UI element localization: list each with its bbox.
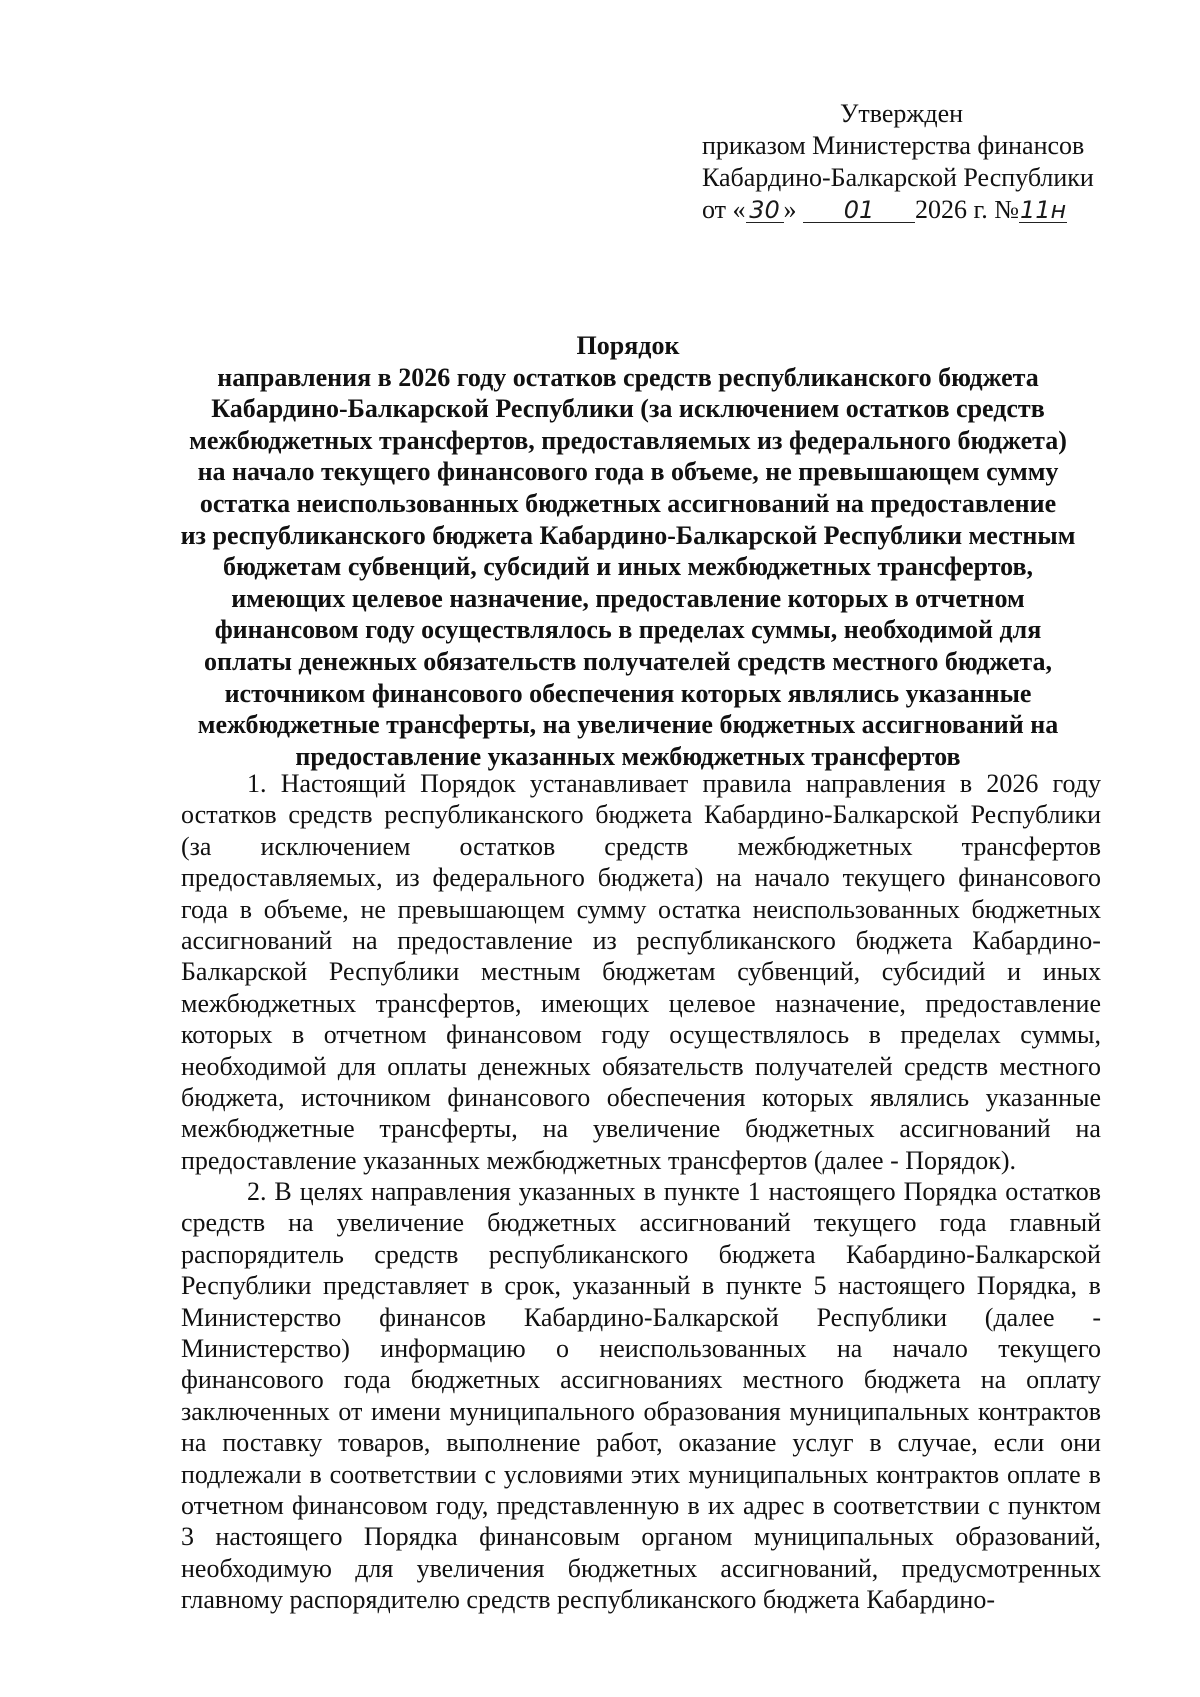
approval-date-line xyxy=(702,194,1122,226)
paragraph-line: средств на увеличение бюджетных ассигнований текущего года главный xyxy=(181,1208,1101,1238)
title-line: межбюджетных трансфертов, предоставляемых из федерального бюджета) xyxy=(189,425,1067,455)
paragraph-line: финансового года бюджетных ассигнованиях местного бюджета на оплату xyxy=(181,1365,1101,1395)
approval-line-1: Утвержден xyxy=(840,99,964,128)
paragraph-line: необходимую для увеличения бюджетных ассигнований, предусмотренных xyxy=(181,1553,1101,1583)
title-line: из республиканского бюджета Кабардино-Балкарской Республики местным xyxy=(180,520,1076,550)
paragraph-line: ассигнований на предоставление из республиканского бюджета Кабардино- xyxy=(181,925,1101,955)
title-line: источником финансового обеспечения которых являлись указанные xyxy=(224,678,1032,708)
paragraph-line: бюджета, источником финансового обеспечения которых являлись указанные xyxy=(181,1082,1101,1112)
title-line: предоставление указанных межбюджетных трансфертов xyxy=(295,741,961,771)
paragraph-line: подлежали в соответствии с условиями этих муниципальных контрактов оплате в xyxy=(181,1459,1101,1489)
paragraph-2 xyxy=(181,1176,1101,1615)
title-heading: Порядок xyxy=(576,331,680,360)
paragraph-line: Республики представляет в срок, указанный в пункте 5 настоящего Порядка, в xyxy=(181,1271,1101,1301)
paragraph-line: (за исключением остатков средств межбюджетных трансфертов xyxy=(181,831,1101,861)
title-line: бюджетам субвенций, субсидий и иных межбюджетных трансфертов, xyxy=(222,552,1034,582)
paragraph-1 xyxy=(181,768,1101,1176)
title-line: на начало текущего финансового года в объеме, не превышающем сумму xyxy=(197,457,1059,487)
date-year: 2026 г. № xyxy=(915,195,1020,224)
paragraph-line: Министерство) информацию о неиспользованных на начало текущего xyxy=(181,1334,1101,1364)
paragraph-line: предоставление указанных межбюджетных трансфертов (далее - Порядок). xyxy=(181,1145,1016,1175)
date-month: 01 xyxy=(803,198,915,223)
title-line: финансовом году осуществлялось в пределах суммы, необходимой для xyxy=(214,615,1042,645)
date-day: 30 xyxy=(746,198,784,223)
paragraph-line: необходимой для оплаты денежных обязательств получателей средств местного xyxy=(181,1051,1101,1081)
paragraph-line: предоставляемых, из федерального бюджета) на начало текущего финансового xyxy=(181,863,1101,893)
document-body xyxy=(181,768,1101,1616)
paragraph-line: которых в отчетном финансовом году осуществлялось в пределах суммы, xyxy=(181,1020,1101,1050)
approval-line-3: Кабардино-Балкарской Республики xyxy=(702,163,1094,192)
paragraph-line: на поставку товаров, выполнение работ, оказание услуг в случае, если они xyxy=(181,1428,1101,1458)
order-number: 11н xyxy=(1019,196,1067,224)
paragraph-line: заключенных от имени муниципального образования муниципальных контрактов xyxy=(181,1396,1101,1426)
paragraph-line: межбюджетные трансферты, на увеличение бюджетных ассигнований на xyxy=(181,1114,1101,1144)
title-line: оплаты денежных обязательств получателей средств местного бюджета, xyxy=(203,646,1053,676)
paragraph-line: отчетном финансовом году, представленную в их адрес в соответствии с пунктом xyxy=(181,1490,1101,1520)
date-mid: » xyxy=(783,195,797,224)
paragraph-line: Балкарской Республики местным бюджетам субвенций, субсидий и иных xyxy=(181,957,1101,987)
paragraph-line: остатков средств республиканского бюджета Кабардино-Балкарской Республики xyxy=(181,800,1101,830)
date-prefix: от « xyxy=(702,195,746,224)
title-line: Кабардино-Балкарской Республики (за исключением остатков средств xyxy=(211,394,1045,424)
paragraph-line: 2. В целях направления указанных в пункте 1 настоящего Порядка остатков xyxy=(247,1177,1101,1207)
document-title xyxy=(178,330,1078,772)
title-line: направления в 2026 году остатков средств республиканского бюджета xyxy=(217,362,1039,392)
title-line: остатка неиспользованных бюджетных ассигнований на предоставление xyxy=(199,488,1057,518)
title-lines xyxy=(178,362,1078,773)
approval-line-2: приказом Министерства финансов xyxy=(702,131,1085,160)
paragraph-line: 1. Настоящий Порядок устанавливает правила направления в 2026 году xyxy=(247,769,1101,798)
paragraph-line: распорядитель средств республиканского бюджета Кабардино-Балкарской xyxy=(181,1239,1101,1269)
paragraph-line: года в объеме, не превышающем сумму остатка неиспользованных бюджетных xyxy=(181,894,1101,924)
paragraph-line: 3 настоящего Порядка финансовым органом муниципальных образований, xyxy=(181,1522,1101,1552)
paragraph-line: межбюджетных трансфертов, имеющих целевое назначение, предоставление xyxy=(181,988,1101,1018)
paragraph-line: Министерство финансов Кабардино-Балкарской Республики (далее - xyxy=(181,1302,1101,1332)
title-line: межбюджетные трансферты, на увеличение бюджетных ассигнований на xyxy=(197,710,1059,740)
title-line: имеющих целевое назначение, предоставление которых в отчетном xyxy=(231,583,1025,613)
approval-stamp xyxy=(702,98,1122,226)
paragraph-line: главному распорядителю средств республиканского бюджета Кабардино- xyxy=(181,1585,995,1615)
